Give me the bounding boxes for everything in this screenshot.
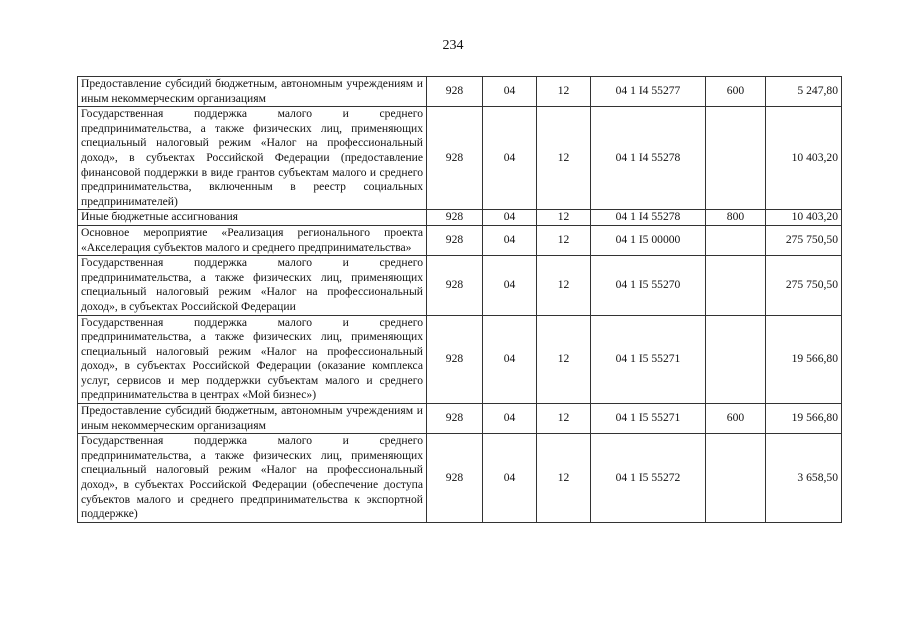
cell-name: Государственная поддержка малого и среднего предпринимательства, а также физических лиц, применяющих специальный налоговый режим «Налог на профессиональный доход», в субъектах Российской Федерации — [78, 256, 427, 315]
cell-amount: 19 566,80 — [766, 404, 842, 434]
cell-subsection: 12 — [537, 107, 591, 210]
cell-section: 04 — [483, 315, 537, 404]
cell-expense-type: 800 — [706, 210, 766, 226]
cell-subsection: 12 — [537, 315, 591, 404]
cell-amount: 3 658,50 — [766, 434, 842, 523]
cell-expense-type — [706, 315, 766, 404]
cell-ministry-code: 928 — [427, 315, 483, 404]
cell-ministry-code: 928 — [427, 404, 483, 434]
cell-section: 04 — [483, 225, 537, 255]
cell-name: Основное мероприятие «Реализация регионального проекта «Акселерация субъектов малого и среднего предпринимательства» — [78, 225, 427, 255]
cell-section: 04 — [483, 256, 537, 315]
cell-amount: 10 403,20 — [766, 210, 842, 226]
cell-subsection: 12 — [537, 210, 591, 226]
cell-target-article: 04 1 I5 55272 — [591, 434, 706, 523]
cell-target-article: 04 1 I5 55271 — [591, 315, 706, 404]
cell-ministry-code: 928 — [427, 107, 483, 210]
cell-ministry-code: 928 — [427, 225, 483, 255]
cell-expense-type: 600 — [706, 77, 766, 107]
table-row — [78, 404, 842, 434]
cell-name: Государственная поддержка малого и среднего предпринимательства, а также физических лиц, применяющих специальный налоговый режим «Налог на профессиональный доход», в субъектах Российской Федерации (предоставление финансовой поддержки в виде грантов субъектам малого и среднего предпринимательства, включенным в реестр социальных предпринимателей) — [78, 107, 427, 210]
cell-name: Государственная поддержка малого и среднего предпринимательства, а также физических лиц, применяющих специальный налоговый режим «Налог на профессиональный доход», в субъектах Российской Федерации (обеспечение доступа субъектов малого и среднего предпринимательства к экспортной поддержке) — [78, 434, 427, 523]
budget-table — [77, 76, 842, 523]
cell-subsection: 12 — [537, 77, 591, 107]
cell-target-article: 04 1 I5 00000 — [591, 225, 706, 255]
cell-name: Государственная поддержка малого и среднего предпринимательства, а также физических лиц, применяющих специальный налоговый режим «Налог на профессиональный доход», в субъектах Российской Федерации (оказание комплекса услуг, сервисов и мер поддержки субъектам малого и среднего предпринимательства в центрах «Мой бизнес») — [78, 315, 427, 404]
table-row — [78, 256, 842, 315]
page-number: 234 — [442, 38, 464, 53]
table-row — [78, 77, 842, 107]
cell-target-article: 04 1 I4 55278 — [591, 210, 706, 226]
cell-name: Иные бюджетные ассигнования — [78, 210, 427, 226]
cell-section: 04 — [483, 434, 537, 523]
cell-section: 04 — [483, 210, 537, 226]
cell-name: Предоставление субсидий бюджетным, автономным учреждениям и иным некоммерческим организациям — [78, 404, 427, 434]
cell-ministry-code: 928 — [427, 77, 483, 107]
cell-target-article: 04 1 I4 55277 — [591, 77, 706, 107]
cell-name: Предоставление субсидий бюджетным, автономным учреждениям и иным некоммерческим организациям — [78, 77, 427, 107]
table-body — [78, 77, 842, 523]
cell-expense-type — [706, 107, 766, 210]
table-row — [78, 107, 842, 210]
cell-subsection: 12 — [537, 404, 591, 434]
cell-expense-type — [706, 434, 766, 523]
cell-target-article: 04 1 I4 55278 — [591, 107, 706, 210]
table-row — [78, 434, 842, 523]
cell-amount: 19 566,80 — [766, 315, 842, 404]
cell-ministry-code: 928 — [427, 210, 483, 226]
cell-section: 04 — [483, 107, 537, 210]
cell-amount: 275 750,50 — [766, 256, 842, 315]
cell-expense-type — [706, 225, 766, 255]
cell-ministry-code: 928 — [427, 256, 483, 315]
cell-section: 04 — [483, 77, 537, 107]
table-row — [78, 210, 842, 226]
cell-subsection: 12 — [537, 225, 591, 255]
cell-subsection: 12 — [537, 256, 591, 315]
table-row — [78, 225, 842, 255]
cell-subsection: 12 — [537, 434, 591, 523]
cell-ministry-code: 928 — [427, 434, 483, 523]
cell-section: 04 — [483, 404, 537, 434]
cell-expense-type: 600 — [706, 404, 766, 434]
cell-target-article: 04 1 I5 55271 — [591, 404, 706, 434]
table-row — [78, 315, 842, 404]
cell-amount: 10 403,20 — [766, 107, 842, 210]
cell-amount: 5 247,80 — [766, 77, 842, 107]
cell-amount: 275 750,50 — [766, 225, 842, 255]
cell-target-article: 04 1 I5 55270 — [591, 256, 706, 315]
cell-expense-type — [706, 256, 766, 315]
